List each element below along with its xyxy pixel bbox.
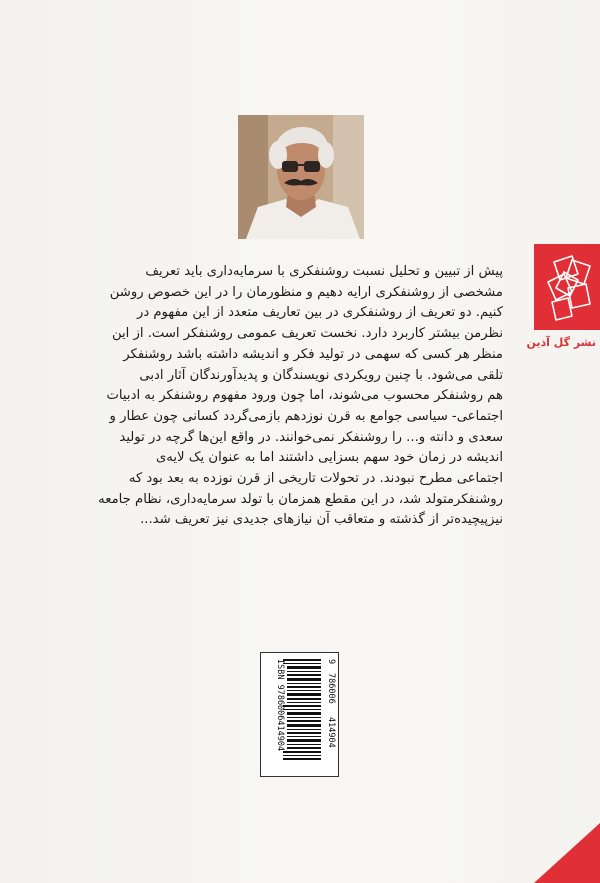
blurb-line: نظرمن بیشتر کاربرد دارد. نخست تعریف عمومی روشنفکر است. از این bbox=[111, 326, 503, 342]
blurb-line: اندیشه در زمان خود سهم بسزایی داشتند اما به عنوان یک لایه‌ی bbox=[155, 450, 503, 466]
blurb-line: سعدی و دانته و... را روشنفکر نمی‌خوانند. در واقع این‌ها گرچه در تولید bbox=[119, 429, 503, 445]
isbn-barcode bbox=[260, 652, 339, 777]
isbn-label: ISBN 9786006414904 bbox=[275, 659, 285, 752]
back-cover-blurb bbox=[100, 262, 503, 531]
blurb-line: منظر هر کسی که سهمی در تولید فکر و اندیشه داشته باشد روشنفکر bbox=[123, 346, 503, 362]
blurb-line: تلقی می‌شود. با چنین رویکردی نویسندگان و پدیدآورندگان آثار ادبی bbox=[139, 367, 503, 383]
isbn-digits-right: 414904 bbox=[326, 717, 336, 748]
barcode-graphic bbox=[261, 653, 338, 776]
blurb-line: مشخصی از روشنفکری ارایه دهیم و منظورمان را در این خصوص روشن bbox=[109, 284, 503, 300]
isbn-digit-left: 9 bbox=[326, 659, 336, 665]
blurb-line: اجتماعی- سیاسی جوامع به قرن نوزدهم بازمی‌گردد کسانی چون عطار و bbox=[109, 408, 503, 424]
blurb-line: کنیم. دو تعریف از روشنفکری در بین تعاریف متعدد از این مفهوم در bbox=[136, 305, 503, 321]
author-photo bbox=[238, 115, 364, 239]
blurb-line: پیش از تبیین و تحلیل نسبت روشنفکری با سرمایه‌داری باید تعریف bbox=[145, 264, 503, 279]
publisher-logo bbox=[534, 244, 600, 330]
publisher-name: نشر گل آذین bbox=[526, 336, 596, 349]
author-portrait-illustration bbox=[238, 115, 364, 239]
book-stack-icon bbox=[534, 244, 600, 330]
blurb-line: هم روشنفکر محسوب می‌شوند، اما چون ورود مفهوم روشنفکر به ادبیات bbox=[106, 388, 503, 404]
blurb-line: روشنفکرمتولد شد، در این مقطع همزمان با تولد سرمایه‌داری، نظام جامعه bbox=[98, 491, 503, 507]
corner-accent bbox=[530, 823, 600, 883]
blurb-line: نیزپیچیده‌تر از گذشته و متعاقب آن نیازهای جدیدی نیز تعریف شد... bbox=[140, 512, 503, 528]
isbn-digits-mid: 786006 bbox=[326, 673, 336, 704]
blurb-line: اجتماعی مطرح نبودند. در تحولات تاریخی از قرن نوزده به بعد بود که bbox=[128, 471, 503, 487]
